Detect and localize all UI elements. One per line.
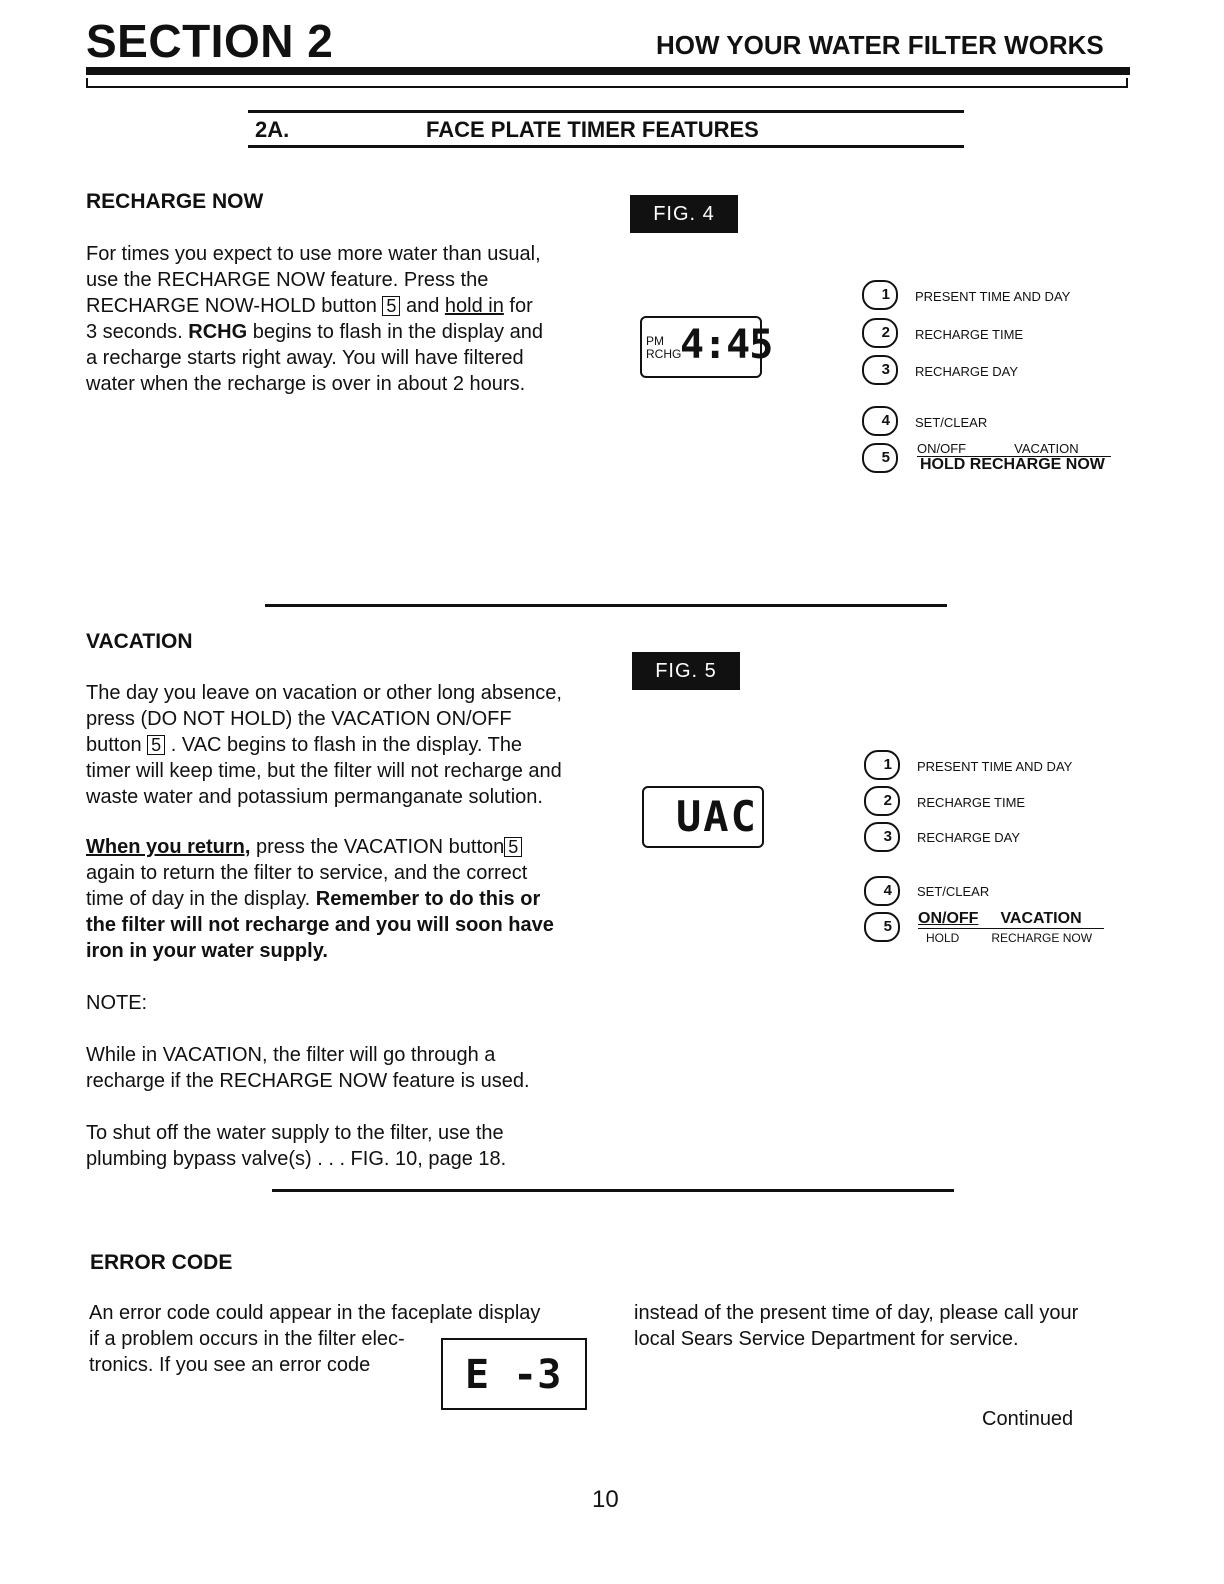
fig5-button-4: 4 [864, 876, 900, 906]
page-number: 10 [592, 1486, 619, 1513]
subsection-rule-bottom [248, 145, 964, 148]
fig4-display [640, 316, 773, 378]
divider [265, 604, 947, 607]
error-code-heading: ERROR CODE [90, 1251, 233, 1274]
fig4-button-4: 4 [862, 406, 898, 436]
fig5-button-5-top: ON/OFF VACATION [918, 910, 1104, 929]
fig4-button-1-label: PRESENT TIME AND DAY [915, 289, 1071, 304]
error-code-text-right: instead of the present time of day, please call your local Sears Service Department for service. [634, 1302, 1079, 1350]
recharge-now-text: For times you expect to use more water than usual, use the RECHARGE NOW feature. Press the RECHARGE NOW-HOLD button 5 and hold in for 3 seconds. RCHG begins to flash in the display and a recharge starts right away. You will have filtered water when the recharge is over in about 2 hours. [86, 243, 543, 395]
fig4-label: FIG. 4 [630, 195, 738, 233]
vacation-return-text: When you return, press the VACATION button 5 again to return the filter to service, and the correct time of day in the display. Remember to do this or the filter will not recharge and you will soon have iron in your water supply. [86, 836, 554, 962]
error-code-value: E -3 [465, 1352, 562, 1398]
fig4-button-1: 1 [862, 280, 898, 310]
continued-label: Continued [982, 1408, 1074, 1430]
fig5-label: FIG. 5 [632, 652, 740, 690]
error-code-display [441, 1338, 587, 1410]
subsection-rule-top [248, 110, 964, 113]
fig4-rchg: RCHG [646, 347, 682, 361]
fig4-button-2-label: RECHARGE TIME [915, 327, 1024, 342]
vacation-heading: VACATION [86, 630, 193, 653]
fig4-button-3: 3 [862, 355, 898, 385]
fig4-button-3-label: RECHARGE DAY [915, 364, 1019, 379]
divider-2 [272, 1189, 954, 1192]
fig5-button-3-label: RECHARGE DAY [917, 830, 1021, 845]
fig5-display [642, 786, 764, 848]
vacation-text: The day you leave on vacation or other long absence, press (DO NOT HOLD) the VACATION ON/OFF button 5 . VAC begins to flash in the display. The timer will keep time, but the filter will not recharge and waste water and potassium permanganate solution. [86, 682, 562, 808]
header-rule [86, 67, 1130, 75]
error-code-text: An error code could appear in the faceplate display if a problem occurs in the filter elec- tronics. If you see an error code [89, 1302, 541, 1376]
fig4-button-5: 5 [862, 443, 898, 473]
section-title: SECTION 2 [86, 15, 334, 67]
fig5-button-1: 1 [864, 750, 900, 780]
section-subtitle: HOW YOUR WATER FILTER WORKS [656, 30, 1104, 60]
fig4-pm: PM [646, 334, 664, 348]
fig5-button-2-label: RECHARGE TIME [917, 795, 1026, 810]
fig5-button-5-bottom: HOLD RECHARGE NOW [926, 931, 1093, 945]
fig5-button-2: 2 [864, 786, 900, 816]
fig4-button-5-top: ON/OFF VACATION [917, 441, 1111, 457]
fig5-display-text: UAC [676, 792, 758, 841]
fig5-button-3: 3 [864, 822, 900, 852]
note-text: While in VACATION, the filter will go through a recharge if the RECHARGE NOW feature is used. [86, 1044, 530, 1092]
fig4-button-4-label: SET/CLEAR [915, 415, 988, 430]
shutoff-text: To shut off the water supply to the filter, use the plumbing bypass valve(s) . . . FIG. 10, page 18. [86, 1122, 507, 1170]
note-label: NOTE: [86, 992, 148, 1014]
subsection-title: FACE PLATE TIMER FEATURES [426, 117, 759, 142]
fig4-button-2: 2 [862, 318, 898, 348]
fig4-button-5-bottom: HOLD RECHARGE NOW [920, 456, 1105, 473]
fig5-button-5: 5 [864, 912, 900, 942]
header-rule-box [86, 78, 1128, 88]
recharge-now-heading: RECHARGE NOW [86, 190, 264, 213]
subsection-number: 2A. [255, 117, 290, 142]
fig5-button-1-label: PRESENT TIME AND DAY [917, 759, 1073, 774]
fig5-button-4-label: SET/CLEAR [917, 884, 990, 899]
fig4-time: 4:45 [680, 322, 773, 368]
